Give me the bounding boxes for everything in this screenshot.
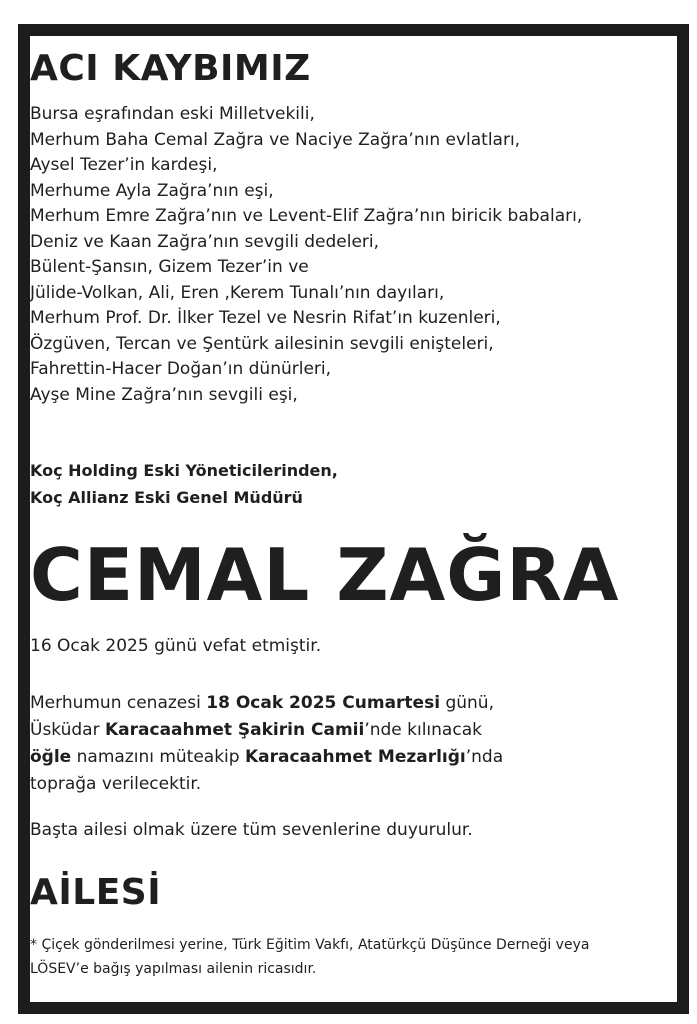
funeral-text: Merhumun cenazesi	[30, 693, 207, 713]
funeral-line-2	[30, 717, 677, 744]
relatives-list	[30, 102, 677, 408]
relatives-line: Merhume Ayla Zağra’nın eşi,	[30, 180, 274, 201]
funeral-text: Üsküdar	[30, 720, 105, 740]
funeral-text: ’nda	[465, 747, 504, 767]
cemetery-name: Karacaahmet Mezarlığı	[244, 747, 466, 767]
funeral-line-1	[30, 690, 677, 717]
funeral-text: ’nde kılınacak	[364, 720, 482, 740]
relatives-line: Jülide-Volkan, Ali, Eren ,Kerem Tunalı’nın dayıları,	[30, 282, 445, 303]
prayer-time: öğle	[30, 747, 72, 767]
relatives-line: Merhum Emre Zağra’nın ve Levent-Elif Zağra’nın biricik babaları,	[30, 206, 583, 226]
mosque-name: Karacaahmet Şakirin Camii	[105, 720, 365, 740]
funeral-line-4: toprağa verilecektir.	[30, 774, 202, 794]
deceased-name: CEMAL ZAĞRA	[30, 533, 620, 617]
funeral-text: günü,	[440, 693, 494, 713]
funeral-date: 18 Ocak 2025 Cumartesi	[206, 693, 441, 713]
relatives-line: Ayşe Mine Zağra’nın sevgili eşi,	[30, 384, 298, 405]
relatives-line: Deniz ve Kaan Zağra’nın sevgili dedeleri,	[30, 231, 380, 252]
career-block	[30, 457, 677, 511]
announcement: Başta ailesi olmak üzere tüm sevenlerine duyurulur.	[30, 820, 473, 840]
relatives-line: Aysel Tezer’in kardeşi,	[30, 155, 218, 175]
signature: AİLESİ	[30, 872, 162, 913]
funeral-line-3	[30, 744, 677, 771]
funeral-text: namazını müteakip	[71, 747, 245, 767]
funeral-details	[30, 690, 677, 798]
career-line-1: Koç Holding Eski Yöneticilerinden,	[30, 461, 338, 480]
relatives-line: Bursa eşrafından eski Milletvekili,	[30, 104, 315, 124]
death-date: 16 Ocak 2025 günü vefat etmiştir.	[30, 636, 322, 656]
footnote	[30, 933, 677, 981]
notice-title: ACI KAYBIMIZ	[30, 48, 311, 89]
relatives-line: Merhum Baha Cemal Zağra ve Naciye Zağra’nın evlatları,	[30, 129, 521, 150]
relatives-line: Bülent-Şansın, Gizem Tezer’in ve	[30, 257, 309, 277]
footnote-line-1: * Çiçek gönderilmesi yerine, Türk Eğitim Vakfı, Atatürkçü Düşünce Derneği veya	[30, 937, 590, 953]
obituary-frame	[18, 24, 689, 1014]
career-line-2: Koç Allianz Eski Genel Müdürü	[30, 488, 303, 507]
footnote-line-2: LÖSEV’e bağış yapılması ailenin ricasıdır.	[30, 961, 317, 977]
relatives-line: Fahrettin-Hacer Doğan’ın dünürleri,	[30, 359, 332, 379]
relatives-line: Merhum Prof. Dr. İlker Tezel ve Nesrin Rifat’ın kuzenleri,	[30, 308, 501, 328]
relatives-line: Özgüven, Tercan ve Şentürk ailesinin sevgili enişteleri,	[30, 333, 494, 354]
